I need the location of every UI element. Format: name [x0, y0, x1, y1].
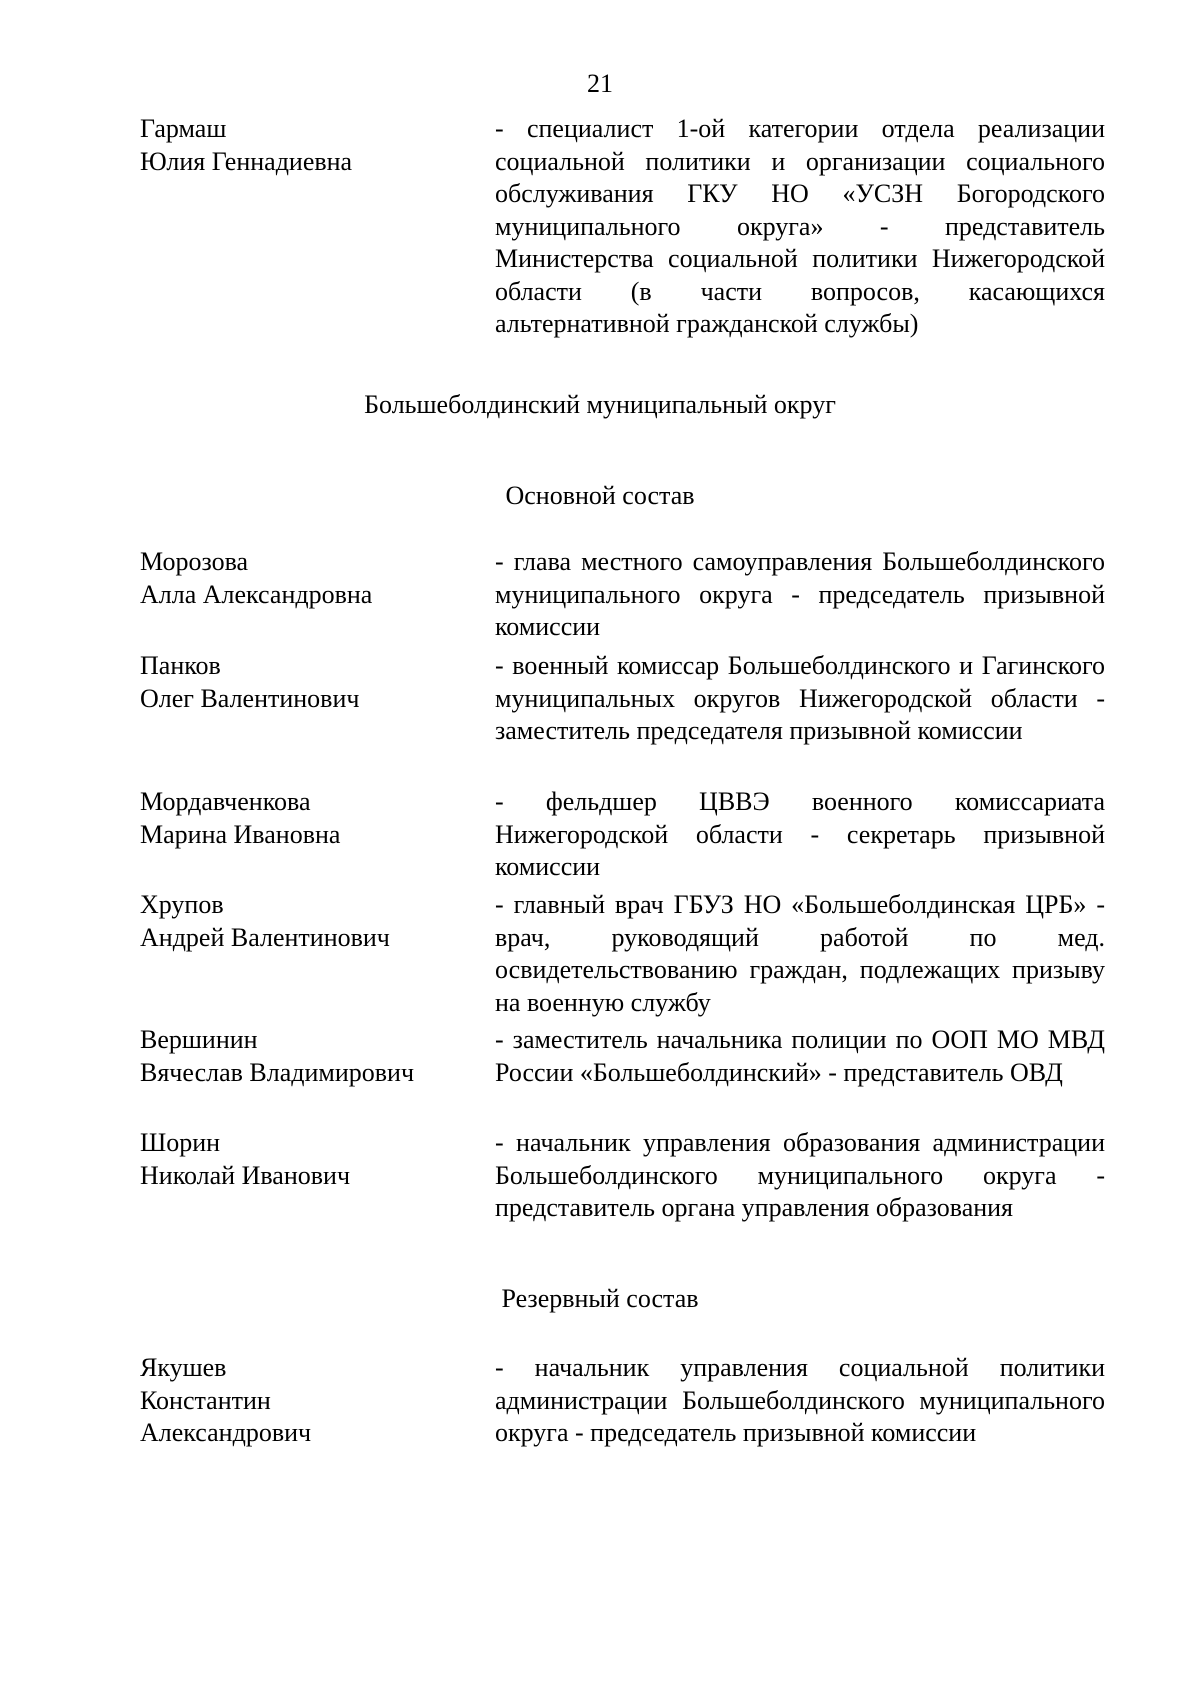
member-name	[140, 546, 470, 611]
district-title: Большеболдинский муниципальный округ	[364, 390, 836, 419]
member-surname: Панков	[140, 651, 221, 680]
member-name	[140, 889, 470, 954]
member-surname: Гармаш	[140, 114, 227, 143]
member-name	[140, 650, 470, 715]
member-surname: Шорин	[140, 1128, 221, 1157]
member-patronymic: Александрович	[140, 1418, 312, 1447]
member-role: - начальник управления социальной политики администрации Большеболдинского муниципального округа - председатель призывной комиссии	[495, 1353, 1105, 1447]
member-role: - начальник управления образования администрации Большеболдинского муниципального округа - представитель органа управления образования	[495, 1128, 1105, 1222]
member-name	[140, 1127, 470, 1192]
member-given-names: Вячеслав Владимирович	[140, 1057, 415, 1087]
member-role: - военный комиссар Большеболдинского и Гагинского муниципальных округов Нижегородской области - заместитель председателя призывной комиссии	[495, 651, 1105, 745]
member-given-names: Николай Иванович	[140, 1160, 351, 1190]
member-given-names: Марина Ивановна	[140, 819, 341, 849]
member-role: - заместитель начальника полиции по ООП МО МВД России «Большеболдинский» - представитель ОВД	[495, 1025, 1105, 1087]
reserve-composition-heading: Резервный состав	[501, 1284, 699, 1313]
member-surname: Якушев	[140, 1353, 227, 1382]
member-name	[140, 1352, 470, 1450]
member-given-names: Олег Валентинович	[140, 683, 360, 713]
main-composition-heading: Основной состав	[505, 481, 695, 510]
member-role: - специалист 1-ой категории отдела реализации социальной политики и организации социального обслуживания ГКУ НО «УСЗН Богородского муниципального округа» - представитель Министерства социальной политики Нижегородской области (в части вопросов, касающихся альтернативной гражданской службы)	[495, 114, 1105, 338]
member-surname: Морозова	[140, 547, 249, 576]
member-role: - глава местного самоуправления Большеболдинского муниципального округа - председатель призывной комиссии	[495, 547, 1105, 641]
member-given-name: Константин	[140, 1385, 271, 1415]
member-given-names: Алла Александровна	[140, 579, 373, 609]
member-role: - главный врач ГБУЗ НО «Большеболдинская ЦРБ» - врач, руководящий работой по мед. освидетельствованию граждан, подлежащих призыву на военную службу	[495, 890, 1105, 1017]
member-given-names: Юлия Геннадиевна	[140, 146, 353, 176]
member-role: - фельдшер ЦВВЭ военного комиссариата Нижегородской области - секретарь призывной комиссии	[495, 787, 1105, 881]
member-name	[140, 113, 470, 178]
member-surname: Вершинин	[140, 1025, 258, 1054]
member-name	[140, 786, 470, 851]
member-given-names: Андрей Валентинович	[140, 922, 390, 952]
member-surname: Хрупов	[140, 890, 224, 919]
page-number: 21	[587, 69, 613, 98]
member-surname: Мордавченкова	[140, 787, 311, 816]
member-name	[140, 1024, 470, 1089]
